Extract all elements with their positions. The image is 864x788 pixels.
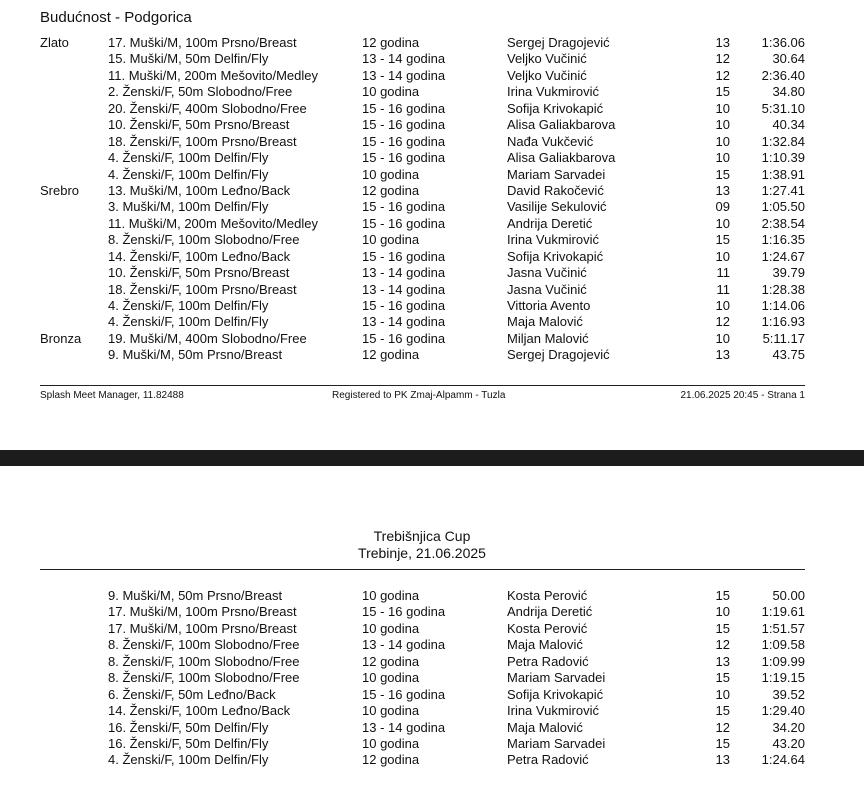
event-name: 18. Ženski/F, 100m Prsno/Breast bbox=[108, 133, 297, 149]
result-row bbox=[0, 117, 864, 133]
swimmer-name: Veljko Vučinić bbox=[507, 67, 587, 83]
swimmer-name: Mariam Sarvadei bbox=[507, 735, 606, 751]
result-time: 1:09.58 bbox=[761, 637, 805, 653]
footer-registered: Registered to PK Zmaj-Alpamm - Tuzla bbox=[332, 390, 506, 401]
age-group: 13 - 14 godina bbox=[362, 314, 446, 330]
birth-year: 12 bbox=[715, 637, 730, 653]
result-row bbox=[0, 347, 864, 363]
result-time: 2:36.40 bbox=[761, 67, 805, 83]
birth-year: 10 bbox=[715, 604, 730, 620]
age-group: 15 - 16 godina bbox=[362, 330, 446, 346]
swimmer-name: Kosta Perović bbox=[507, 620, 588, 636]
swimmer-name: Petra Radović bbox=[507, 752, 589, 768]
result-row bbox=[0, 199, 864, 215]
birth-year: 11 bbox=[716, 281, 730, 297]
result-row bbox=[0, 35, 864, 51]
age-group: 13 - 14 godina bbox=[362, 265, 446, 281]
event-name: 16. Ženski/F, 50m Delfin/Fly bbox=[108, 735, 269, 751]
event-name: 4. Ženski/F, 100m Delfin/Fly bbox=[108, 314, 269, 330]
club-title: Budućnost - Podgorica bbox=[40, 9, 192, 26]
result-time: 1:05.50 bbox=[761, 199, 805, 215]
result-row bbox=[0, 68, 864, 84]
result-row bbox=[0, 232, 864, 248]
age-group: 15 - 16 godina bbox=[362, 604, 446, 620]
page-separator bbox=[0, 450, 864, 466]
age-group: 13 - 14 godina bbox=[362, 637, 446, 653]
result-row bbox=[0, 331, 864, 347]
meet-name: Trebišnjica Cup bbox=[373, 528, 471, 544]
event-name: 4. Ženski/F, 100m Delfin/Fly bbox=[108, 166, 269, 182]
footer-divider bbox=[40, 385, 805, 386]
result-row bbox=[0, 265, 864, 281]
swimmer-name: Jasna Vučinić bbox=[507, 265, 587, 281]
result-row bbox=[0, 150, 864, 166]
result-row bbox=[0, 604, 864, 620]
event-name: 9. Muški/M, 50m Prsno/Breast bbox=[108, 347, 283, 363]
swimmer-name: Kosta Perović bbox=[507, 588, 588, 603]
age-group: 15 - 16 godina bbox=[362, 133, 446, 149]
birth-year: 12 bbox=[715, 314, 730, 330]
birth-year: 15 bbox=[715, 84, 730, 100]
result-time: 1:16.93 bbox=[761, 314, 805, 330]
age-group: 12 godina bbox=[362, 653, 420, 669]
event-name: 11. Muški/M, 200m Mešovito/Medley bbox=[108, 67, 318, 83]
result-time: 1:19.61 bbox=[761, 604, 805, 620]
results-page-2 bbox=[0, 466, 864, 788]
result-time: 30.64 bbox=[772, 51, 805, 67]
result-time: 1:32.84 bbox=[761, 133, 805, 149]
swimmer-name: Vasilije Sekulović bbox=[507, 199, 607, 215]
result-row bbox=[0, 167, 864, 183]
age-group: 10 godina bbox=[362, 620, 420, 636]
event-name: 15. Muški/M, 50m Delfin/Fly bbox=[108, 51, 269, 67]
result-row bbox=[0, 736, 864, 752]
header-divider bbox=[40, 569, 805, 570]
result-time: 39.79 bbox=[772, 265, 805, 281]
age-group: 15 - 16 godina bbox=[362, 215, 446, 231]
event-name: 8. Ženski/F, 100m Slobodno/Free bbox=[108, 670, 300, 686]
event-name: 17. Muški/M, 100m Prsno/Breast bbox=[108, 35, 297, 50]
event-name: 8. Ženski/F, 100m Slobodno/Free bbox=[108, 653, 300, 669]
age-group: 13 - 14 godina bbox=[362, 51, 446, 67]
event-name: 4. Ženski/F, 100m Delfin/Fly bbox=[108, 752, 269, 768]
result-time: 40.34 bbox=[772, 117, 805, 133]
birth-year: 10 bbox=[715, 100, 730, 116]
result-row bbox=[0, 282, 864, 298]
event-name: 2. Ženski/F, 50m Slobodno/Free bbox=[108, 84, 293, 100]
result-time: 34.20 bbox=[772, 719, 805, 735]
birth-year: 10 bbox=[715, 298, 730, 313]
swimmer-name: Veljko Vučinić bbox=[507, 51, 587, 67]
event-name: 6. Ženski/F, 50m Leđno/Back bbox=[108, 686, 276, 702]
birth-year: 13 bbox=[715, 752, 730, 768]
swimmer-name: David Rakočević bbox=[507, 182, 604, 198]
result-row bbox=[0, 637, 864, 653]
age-group: 15 - 16 godina bbox=[362, 199, 446, 215]
event-name: 19. Muški/M, 400m Slobodno/Free bbox=[108, 330, 307, 346]
swimmer-name: Andrija Deretić bbox=[507, 215, 593, 231]
result-row bbox=[0, 84, 864, 100]
birth-year: 12 bbox=[715, 51, 730, 67]
medal-label: Srebro bbox=[40, 182, 80, 198]
result-row bbox=[0, 720, 864, 736]
birth-year: 15 bbox=[715, 735, 730, 751]
event-name: 16. Ženski/F, 50m Delfin/Fly bbox=[108, 719, 269, 735]
swimmer-name: Vittoria Avento bbox=[507, 298, 591, 313]
event-name: 17. Muški/M, 100m Prsno/Breast bbox=[108, 620, 297, 636]
result-row bbox=[0, 621, 864, 637]
swimmer-name: Irina Vukmirović bbox=[507, 84, 599, 100]
birth-year: 13 bbox=[715, 35, 730, 50]
age-group: 10 godina bbox=[362, 703, 420, 719]
birth-year: 09 bbox=[715, 199, 730, 215]
result-time: 1:29.40 bbox=[761, 703, 805, 719]
event-name: 17. Muški/M, 100m Prsno/Breast bbox=[108, 604, 297, 620]
footer-timestamp-page: 21.06.2025 20:45 - Strana 1 bbox=[680, 390, 805, 401]
age-group: 12 godina bbox=[362, 752, 420, 768]
birth-year: 10 bbox=[715, 248, 730, 264]
age-group: 12 godina bbox=[362, 182, 420, 198]
result-row bbox=[0, 183, 864, 199]
swimmer-name: Nađa Vukčević bbox=[507, 133, 594, 149]
result-time: 1:38.91 bbox=[761, 166, 805, 182]
age-group: 13 - 14 godina bbox=[362, 67, 446, 83]
result-time: 2:38.54 bbox=[761, 215, 805, 231]
birth-year: 13 bbox=[715, 347, 730, 363]
result-row bbox=[0, 670, 864, 686]
swimmer-name: Miljan Malović bbox=[507, 330, 589, 346]
birth-year: 10 bbox=[715, 686, 730, 702]
swimmer-name: Maja Malović bbox=[507, 719, 583, 735]
age-group: 10 godina bbox=[362, 84, 420, 100]
birth-year: 15 bbox=[715, 620, 730, 636]
result-time: 1:51.57 bbox=[761, 620, 805, 636]
result-time: 1:16.35 bbox=[761, 232, 805, 248]
result-time: 5:31.10 bbox=[761, 100, 805, 116]
event-name: 10. Ženski/F, 50m Prsno/Breast bbox=[108, 265, 290, 281]
medal-results-list bbox=[0, 35, 864, 364]
result-time: 34.80 bbox=[772, 84, 805, 100]
result-row bbox=[0, 249, 864, 265]
birth-year: 10 bbox=[715, 150, 730, 166]
meet-place-date: Trebinje, 21.06.2025 bbox=[358, 545, 486, 561]
birth-year: 10 bbox=[715, 117, 730, 133]
swimmer-name: Sofija Krivokapić bbox=[507, 248, 604, 264]
event-name: 10. Ženski/F, 50m Prsno/Breast bbox=[108, 117, 290, 133]
medal-label: Zlato bbox=[40, 35, 69, 50]
event-name: 13. Muški/M, 100m Leđno/Back bbox=[108, 182, 291, 198]
age-group: 13 - 14 godina bbox=[362, 719, 446, 735]
age-group: 15 - 16 godina bbox=[362, 298, 446, 313]
birth-year: 12 bbox=[715, 719, 730, 735]
age-group: 10 godina bbox=[362, 588, 420, 603]
result-time: 5:11.17 bbox=[762, 330, 805, 346]
result-time: 1:19.15 bbox=[761, 670, 805, 686]
result-row bbox=[0, 687, 864, 703]
result-row bbox=[0, 752, 864, 768]
swimmer-name: Sofija Krivokapić bbox=[507, 100, 604, 116]
birth-year: 10 bbox=[715, 330, 730, 346]
event-name: 4. Ženski/F, 100m Delfin/Fly bbox=[108, 298, 269, 313]
swimmer-name: Maja Malović bbox=[507, 314, 583, 330]
result-row bbox=[0, 216, 864, 232]
result-row bbox=[0, 134, 864, 150]
age-group: 10 godina bbox=[362, 232, 420, 248]
age-group: 13 - 14 godina bbox=[362, 281, 446, 297]
swimmer-name: Mariam Sarvadei bbox=[507, 670, 606, 686]
age-group: 15 - 16 godina bbox=[362, 248, 446, 264]
result-time: 50.00 bbox=[772, 588, 805, 603]
result-time: 39.52 bbox=[772, 686, 805, 702]
swimmer-name: Sofija Krivokapić bbox=[507, 686, 604, 702]
event-name: 18. Ženski/F, 100m Prsno/Breast bbox=[108, 281, 297, 297]
swimmer-name: Irina Vukmirović bbox=[507, 703, 599, 719]
age-group: 15 - 16 godina bbox=[362, 150, 446, 166]
result-row bbox=[0, 314, 864, 330]
result-time: 1:10.39 bbox=[761, 150, 805, 166]
result-row bbox=[0, 703, 864, 719]
birth-year: 10 bbox=[715, 133, 730, 149]
age-group: 10 godina bbox=[362, 166, 420, 182]
footer-software: Splash Meet Manager, 11.82488 bbox=[40, 390, 184, 401]
result-time: 1:27.41 bbox=[761, 182, 805, 198]
swimmer-name: Mariam Sarvadei bbox=[507, 166, 606, 182]
result-time: 43.20 bbox=[772, 735, 805, 751]
event-name: 3. Muški/M, 100m Delfin/Fly bbox=[108, 199, 269, 215]
swimmer-name: Alisa Galiakbarova bbox=[507, 150, 616, 166]
swimmer-name: Jasna Vučinić bbox=[507, 281, 587, 297]
result-time: 1:28.38 bbox=[761, 281, 805, 297]
birth-year: 15 bbox=[715, 232, 730, 248]
event-name: 14. Ženski/F, 100m Leđno/Back bbox=[108, 248, 291, 264]
age-group: 10 godina bbox=[362, 735, 420, 751]
birth-year: 15 bbox=[715, 703, 730, 719]
event-name: 8. Ženski/F, 100m Slobodno/Free bbox=[108, 232, 300, 248]
swimmer-name: Sergej Dragojević bbox=[507, 35, 610, 50]
age-group: 15 - 16 godina bbox=[362, 100, 446, 116]
event-name: 20. Ženski/F, 400m Slobodno/Free bbox=[108, 100, 307, 116]
result-time: 1:24.64 bbox=[761, 752, 805, 768]
event-name: 11. Muški/M, 200m Mešovito/Medley bbox=[108, 215, 318, 231]
event-name: 8. Ženski/F, 100m Slobodno/Free bbox=[108, 637, 300, 653]
birth-year: 12 bbox=[715, 67, 730, 83]
result-time: 1:24.67 bbox=[761, 248, 805, 264]
swimmer-name: Sergej Dragojević bbox=[507, 347, 610, 363]
result-time: 1:09.99 bbox=[761, 653, 805, 669]
birth-year: 10 bbox=[715, 215, 730, 231]
birth-year: 13 bbox=[715, 653, 730, 669]
age-group: 12 godina bbox=[362, 35, 420, 50]
result-time: 1:14.06 bbox=[761, 298, 805, 313]
result-row bbox=[0, 588, 864, 604]
result-row bbox=[0, 101, 864, 117]
medal-results-list bbox=[0, 588, 864, 769]
result-row bbox=[0, 298, 864, 314]
birth-year: 15 bbox=[715, 588, 730, 603]
result-time: 1:36.06 bbox=[761, 35, 805, 50]
swimmer-name: Andrija Deretić bbox=[507, 604, 593, 620]
result-row bbox=[0, 654, 864, 670]
result-row bbox=[0, 51, 864, 67]
swimmer-name: Alisa Galiakbarova bbox=[507, 117, 616, 133]
swimmer-name: Maja Malović bbox=[507, 637, 583, 653]
age-group: 15 - 16 godina bbox=[362, 686, 446, 702]
birth-year: 11 bbox=[716, 265, 730, 281]
birth-year: 13 bbox=[715, 182, 730, 198]
event-name: 9. Muški/M, 50m Prsno/Breast bbox=[108, 588, 283, 603]
age-group: 10 godina bbox=[362, 670, 420, 686]
birth-year: 15 bbox=[715, 670, 730, 686]
swimmer-name: Irina Vukmirović bbox=[507, 232, 599, 248]
medal-label: Bronza bbox=[40, 330, 82, 346]
birth-year: 15 bbox=[715, 166, 730, 182]
result-time: 43.75 bbox=[772, 347, 805, 363]
event-name: 4. Ženski/F, 100m Delfin/Fly bbox=[108, 150, 269, 166]
swimmer-name: Petra Radović bbox=[507, 653, 589, 669]
age-group: 12 godina bbox=[362, 347, 420, 363]
event-name: 14. Ženski/F, 100m Leđno/Back bbox=[108, 703, 291, 719]
age-group: 15 - 16 godina bbox=[362, 117, 446, 133]
